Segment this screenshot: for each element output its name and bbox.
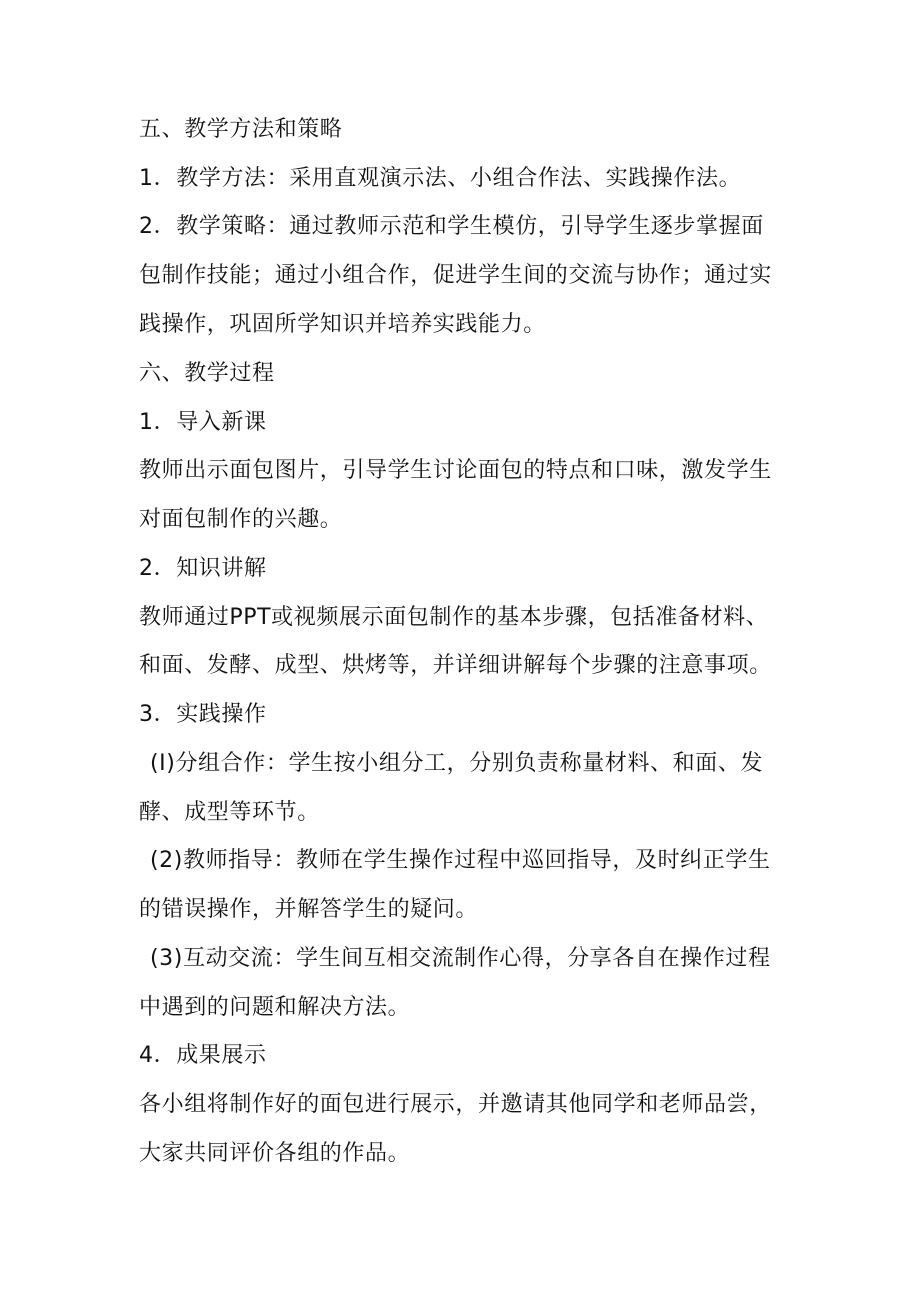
subheading: 3．实践操作 <box>139 702 267 727</box>
subheading: 2．知识讲解 <box>139 556 267 581</box>
paragraph-line: 包制作技能；通过小组合作，促进学生间的交流与协作；通过实 <box>139 263 772 288</box>
paragraph-line: 各小组将制作好的面包进行展示，并邀请其他同学和老师品尝， <box>139 1092 772 1117</box>
paragraph-line: 2．教学策略：通过教师示范和学生模仿，引导学生逐步掌握面 <box>139 214 764 239</box>
paragraph-line: (3)互动交流：学生间互相交流制作心得，分享各自在操作过程 <box>150 946 771 971</box>
subheading: 4．成果展示 <box>139 1043 267 1068</box>
section-heading-teaching-process: 六、教学过程 <box>139 361 275 386</box>
paragraph-line: 大家共同评价各组的作品。 <box>139 1141 411 1166</box>
paragraph-line: 教师出示面包图片，引导学生讨论面包的特点和口味，激发学生 <box>139 458 772 483</box>
paragraph-line: 酵、成型等环节。 <box>139 800 320 825</box>
paragraph-line: (I)分组合作：学生按小组分工，分别负责称量材料、和面、发 <box>150 751 764 776</box>
paragraph-line: 的错误操作，并解答学生的疑问。 <box>139 897 479 922</box>
section-heading-teaching-methods: 五、教学方法和策略 <box>139 117 343 142</box>
paragraph-line: 践操作，巩固所学知识并培养实践能力。 <box>139 312 546 337</box>
paragraph-line: 对面包制作的兴趣。 <box>139 507 343 532</box>
subheading: 1．导入新课 <box>139 410 267 435</box>
paragraph-line: 1．教学方法：采用直观演示法、小组合作法、实践操作法。 <box>139 166 742 191</box>
paragraph-line: 中遇到的问题和解决方法。 <box>139 995 411 1020</box>
paragraph-line: (2)教师指导：教师在学生操作过程中巡回指导，及时纠正学生 <box>150 848 771 873</box>
paragraph-line: 教师通过PPT或视频展示面包制作的基本步骤，包括准备材料、 <box>139 605 769 630</box>
paragraph-line: 和面、发酵、成型、烘烤等，并详细讲解每个步骤的注意事项。 <box>139 653 772 678</box>
